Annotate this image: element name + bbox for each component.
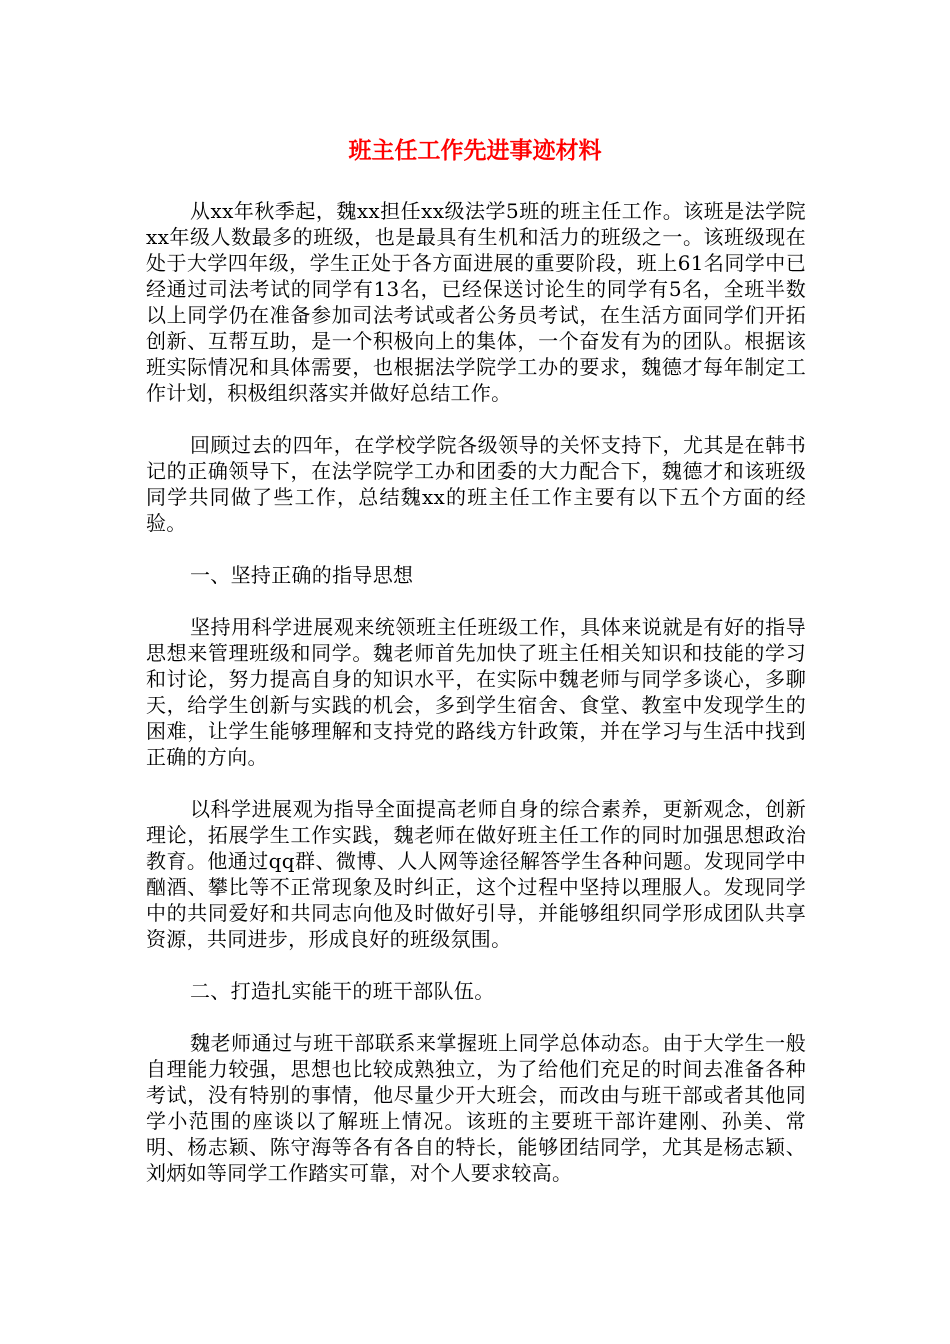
- section-heading-2: 二、打造扎实能干的班干部队伍。: [190, 979, 495, 1003]
- document-body: [146, 198, 806, 1212]
- paragraph-class-cadres: 魏老师通过与班干部联系来掌握班上同学总体动态。由于大学生一般自理能力较强，思想也比较成熟独立，为了给他们充足的时间去准备各种考试，没有特别的事情，他尽量少开大班会，而改由与班干部或者其他同学小范围的座谈以了解班上情况。该班的主要班干部许建刚、孙美、常明、杨志颖、陈守海等各有各自的特长，能够团结同学，尤其是杨志颖、刘炳如等同学工作踏实可靠，对个人要求较高。: [146, 1031, 806, 1185]
- paragraph-quality: 以科学进展观为指导全面提高老师自身的综合素养，更新观念，创新理论，拓展学生工作实践，魏老师在做好班主任工作的同时加强思想政治教育。他通过qq群、微博、人人网等途径解答学生各种问题。发现同学中酗酒、攀比等不正常现象及时纠正，这个过程中坚持以理服人。发现同学中的共同爱好和共同志向他及时做好引导，并能够组织同学形成团队共享资源，共同进步，形成良好的班级氛围。: [146, 797, 806, 951]
- paragraph-guiding-thought: 坚持用科学进展观来统领班主任班级工作，具体来说就是有好的指导思想来管理班级和同学。魏老师首先加快了班主任相关知识和技能的学习和讨论，努力提高自身的知识水平，在实际中魏老师与同学多谈心，多聊天，给学生创新与实践的机会，多到学生宿舍、食堂、教室中发现学生的困难，让学生能够理解和支持党的路线方针政策，并在学习与生活中找到正确的方向。: [146, 615, 806, 769]
- section-heading-1: 一、坚持正确的指导思想: [190, 563, 414, 587]
- document-title: 班主任工作先进事迹材料: [348, 138, 602, 164]
- paragraph-review: 回顾过去的四年，在学校学院各级领导的关怀支持下，尤其是在韩书记的正确领导下，在法学院学工办和团委的大力配合下，魏德才和该班级同学共同做了些工作，总结魏xx的班主任工作主要有以下五个方面的经验。: [146, 433, 806, 535]
- paragraph-intro: 从xx年秋季起，魏xx担任xx级法学5班的班主任工作。该班是法学院xx年级人数最多的班级，也是最具有生机和活力的班级之一。该班级现在处于大学四年级，学生正处于各方面进展的重要阶段，班上61名同学中已经通过司法考试的同学有13名，已经保送讨论生的同学有5名，全班半数以上同学仍在准备参加司法考试或者公务员考试，在生活方面同学们开拓创新、互帮互助，是一个积极向上的集体，一个奋发有为的团队。根据该班实际情况和具体需要，也根据法学院学工办的要求，魏德才每年制定工作计划，积极组织落实并做好总结工作。: [146, 199, 806, 405]
